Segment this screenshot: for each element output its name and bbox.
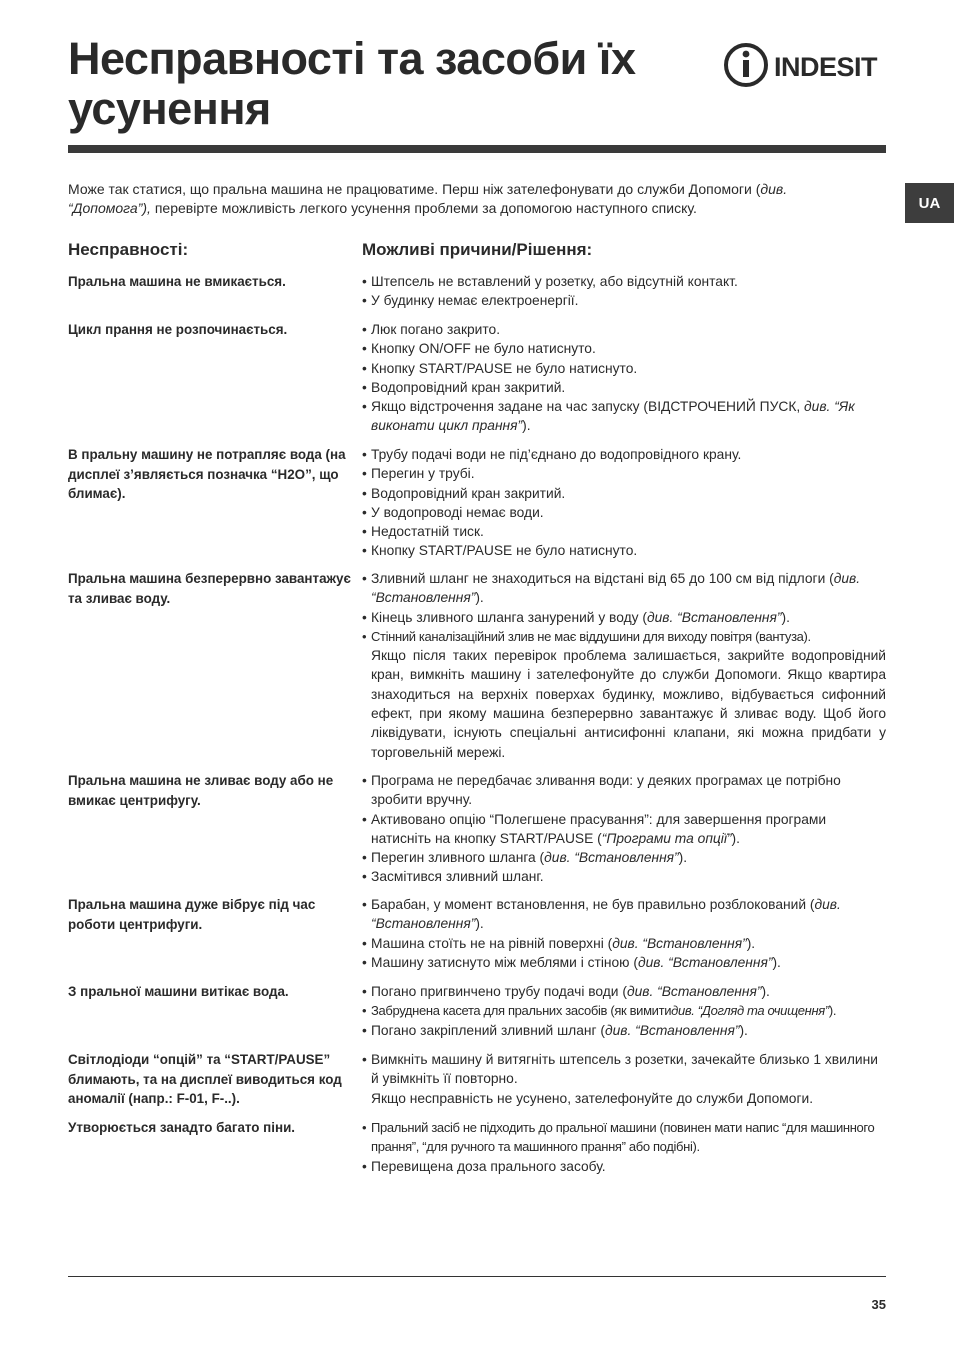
solution-item [362, 445, 886, 464]
solution-item [362, 378, 886, 397]
solution-item [362, 1118, 886, 1157]
solution-text: У будинку немає електроенергії. [371, 293, 579, 309]
reference-link-text: див. “Встановлення” [604, 1022, 740, 1038]
reference-link-text: див. “Догляд та очищення” [671, 1003, 829, 1019]
solution-item [362, 272, 886, 291]
problem-label: Світлодіоди “опцій” та “START/PAUSE” блимають, та на дисплеї виводиться код аномалії (напр.: F-01, F-..). [68, 1052, 342, 1106]
solution-text: Машину затиснуто між меблями і стіною ( [371, 954, 638, 970]
page-number: 35 [871, 1297, 886, 1312]
solution-item [362, 1001, 886, 1020]
problem-label: Утворюється занадто багато піни. [68, 1120, 296, 1135]
problem-label: Цикл прання не розпочинається. [68, 322, 288, 337]
solution-text: Штепсель не вставлений у розетку, або відсутній контакт. [371, 274, 738, 289]
solution-text-end: ). [772, 954, 781, 970]
solution-text-end: ). [828, 1003, 837, 1019]
solution-text: Пральний засіб не підходить до пральної машини (повинен мати напис “для машинного прання”, “для ручного та машинного прання” або подібні). [371, 1120, 875, 1155]
page-title: Несправності та засоби їх усунення [68, 33, 636, 134]
reference-link-text: див. “Встановлення” [371, 897, 841, 932]
footer-divider [68, 1276, 886, 1277]
solution-list [362, 895, 886, 972]
solution-item [362, 895, 886, 934]
solution-item [362, 646, 886, 762]
solution-item [362, 522, 886, 541]
solution-text: Перегин у трубі. [371, 466, 475, 482]
solution-list [362, 569, 886, 762]
reference-link-text: див. “Встановлення” [612, 935, 747, 951]
solution-item [362, 771, 886, 810]
solution-text: Кнопку START/PAUSE не було натиснуто. [371, 360, 638, 376]
solution-text: Барабан, у момент встановлення, не був правильно розблокований ( [371, 897, 815, 912]
reference-link-text: див. “Як виконати цикл прання” [371, 399, 855, 434]
solution-list [362, 1050, 886, 1108]
solution-item [362, 1021, 886, 1040]
solution-item [362, 503, 886, 522]
solution-list [362, 445, 886, 561]
solution-text: Погано закріплений зливний шланг ( [371, 1022, 605, 1038]
title-divider [68, 145, 886, 153]
solution-text: Трубу подачі води не під’єднано до водопровідного крану. [371, 447, 742, 462]
solution-text-end: ). [475, 916, 484, 932]
problem-label: Пральна машина не зливає воду або не вмикає центрифугу. [68, 773, 334, 808]
solution-list [362, 771, 886, 887]
solution-text-end: ). [475, 590, 484, 606]
reference-link-text: див. “Встановлення” [371, 571, 861, 606]
solution-text: Вимкніть машину й витягніть штепсель з розетки, зачекайте близько 1 хвилини й увімкніть її повторно. [371, 1052, 878, 1087]
solution-item [362, 934, 886, 953]
solution-text: Активовано опцію “Полегшене прасування”: для завершення програми натисніть на кнопку START/PAUSE ( [371, 811, 827, 846]
solutions-column-heading: Можливі причини/Рішення: [362, 240, 593, 259]
solution-item [362, 627, 886, 646]
solution-list [362, 1118, 886, 1176]
solution-item [362, 320, 886, 339]
solution-item [362, 291, 886, 310]
problem-label: В пральну машину не потрапляє вода (на дисплеї з’являється позначка “H2O”, що блимає). [68, 447, 346, 501]
solution-item [362, 541, 886, 560]
solution-text-end: ). [522, 418, 531, 434]
problem-label: Пральна машина не вмикається. [68, 274, 286, 289]
solution-text-end: ). [761, 984, 770, 999]
problem-label: З пральної машини витікає вода. [68, 984, 289, 999]
solution-text: Кнопку ON/OFF не було натиснуто. [371, 341, 596, 357]
solution-item [362, 464, 886, 483]
solution-text-end: ). [731, 830, 740, 846]
reference-link-text: див. “Встановлення” [637, 954, 773, 970]
solution-item [362, 608, 886, 627]
intro-text: Може так статися, що пральна машина не працюватиме. Перш ніж зателефонувати до служби Допомоги ( [68, 181, 761, 197]
solution-item [362, 953, 886, 972]
solution-item [362, 569, 886, 608]
solution-list [362, 982, 886, 1040]
solution-text: Кнопку START/PAUSE не було натиснуто. [371, 543, 638, 559]
solution-item [362, 484, 886, 503]
solution-text: Кінець зливного шланга занурений у воду ( [371, 609, 647, 625]
solution-text: Погано пригвинчено трубу подачі води ( [371, 984, 627, 999]
problems-column-heading: Несправності: [68, 240, 189, 259]
problem-label: Пральна машина дуже вібрує під час роботи центрифуги. [68, 897, 316, 932]
solution-item [362, 810, 886, 849]
solution-text-end: ). [781, 609, 790, 625]
solution-item [362, 339, 886, 358]
solution-item [362, 1089, 886, 1108]
reference-link-text: див. “Встановлення” [544, 850, 679, 866]
solution-text: Якщо після таких перевірок проблема залишається, закрийте водопровідний кран, вимкніть машину і зателефонуйте до служби Допомоги. Якщо квартира знаходиться на верхніх поверхах будинку, можливо, відбувається сифонний ефект, при якому машина безперервно завантажує й зливає воду. Щоб його ліквідувати, існують спеціальні антисифонні клапани, які можна придбати у торговельній мережі. [371, 648, 886, 760]
solution-text: Водопровідний кран закритий. [371, 379, 566, 395]
solution-text: Засмітився зливний шланг. [371, 869, 544, 885]
reference-link-text: див. “Встановлення” [646, 609, 782, 625]
solution-text: Машина стоїть не на рівній поверхні ( [371, 935, 613, 951]
solution-text: Перевищена доза прального засобу. [371, 1158, 606, 1174]
language-tab: UA [905, 183, 954, 223]
solution-list [362, 320, 886, 436]
problem-label: Пральна машина безперервно завантажує та зливає воду. [68, 571, 351, 606]
solution-text: Стінний каналізаційний злив не має віддушини для виходу повітря (вантуза). [371, 628, 811, 644]
solution-text-end: ). [739, 1022, 748, 1038]
solution-item [362, 867, 886, 886]
solution-text: Забруднена касета для пральних засобів (як вимити [371, 1003, 672, 1019]
solution-item [362, 982, 886, 1001]
intro-paragraph [68, 180, 868, 218]
solution-text: Якщо несправність не усунено, зателефонуйте до служби Допомоги. [371, 1090, 814, 1106]
solution-item [362, 1050, 886, 1089]
solution-text-end: ). [746, 935, 756, 951]
reference-link-text: див. “Встановлення” [626, 984, 762, 999]
indesit-logo [722, 40, 888, 88]
solution-text: Водопровідний кран закритий. [371, 485, 566, 501]
solution-text: Якщо відстрочення задане на час запуску (ВІДСТРОЧЕНИЙ ПУСК, [371, 399, 805, 415]
solution-item [362, 397, 886, 436]
intro-ref: див. “Допомога”), [68, 181, 788, 216]
solution-item [362, 848, 886, 867]
solution-item [362, 359, 886, 378]
solution-item [362, 1157, 886, 1176]
solution-text: У водопроводі немає води. [371, 504, 544, 520]
solution-text: Програма не передбачає зливання води: у деяких програмах це потрібно зробити вручну. [371, 773, 841, 808]
solution-text: Перегин зливного шланга ( [371, 850, 545, 866]
solution-text: Зливний шланг не знаходиться на відстані від 65 до 100 см від підлоги ( [371, 571, 834, 586]
solution-text: Недостатній тиск. [371, 524, 484, 540]
reference-link-text: “Програми та опції” [601, 830, 732, 846]
intro-text-end: перевірте можливість легкого усунення проблеми за допомогою наступного списку. [150, 200, 697, 216]
brand-wordmark: INDESIT [774, 52, 878, 82]
solution-list [362, 272, 886, 311]
solution-text: Люк погано закрито. [371, 322, 501, 337]
solution-text-end: ). [678, 850, 688, 866]
